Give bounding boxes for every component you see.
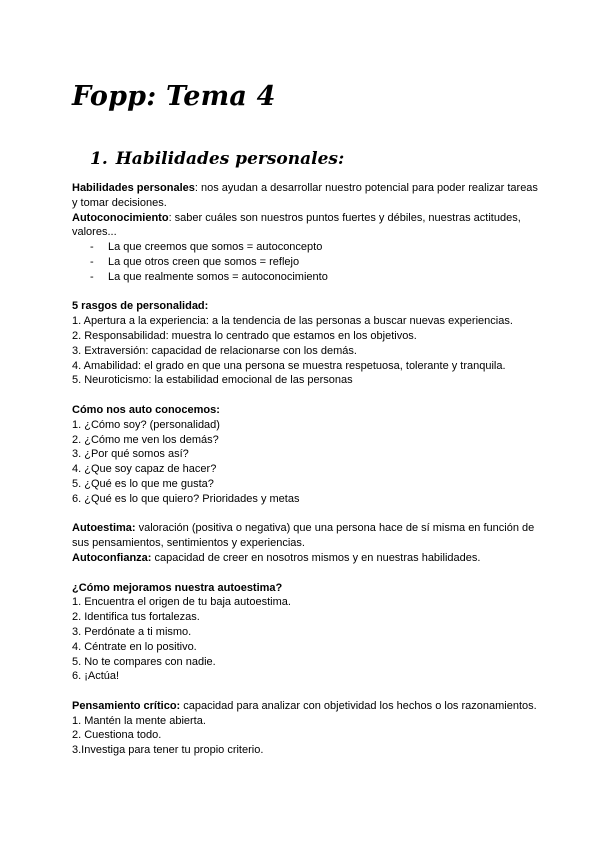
list-item: 1. Apertura a la experiencia: a la tendencia de las personas a buscar nuevas experiencias. <box>72 315 513 328</box>
list-item: 3.Investiga para tener tu propio criterio. <box>72 744 264 757</box>
autoestima-term: Autoestima: <box>72 522 136 535</box>
autoconocimiento-definition: : saber cuáles son nuestros puntos fuertes y débiles, nuestras actitudes, valores... <box>72 211 521 239</box>
list-item: 2. Cuestiona todo. <box>72 729 162 742</box>
pensamiento-term: Pensamiento crítico: <box>72 699 181 712</box>
list-item: 3. Extraversión: capacidad de relacionarse con los demás. <box>72 344 357 357</box>
list-item: 3. Perdónate a ti mismo. <box>72 625 192 638</box>
autoestima-definition: valoración (positiva o negativa) que una persona hace de sí misma en función de sus pensamientos, sentimientos y experiencias. <box>72 522 535 550</box>
list-item: 5. No te compares con nadie. <box>72 655 216 668</box>
list-item: 5. Neuroticismo: la estabilidad emocional de las personas <box>72 374 353 387</box>
pensamiento-paragraph <box>72 699 542 714</box>
list-item: - La que realmente somos = autoconocimiento <box>90 270 328 283</box>
autoconfianza-paragraph <box>72 551 542 566</box>
list-item: 1. Mantén la mente abierta. <box>72 714 206 727</box>
autoestima-paragraph <box>72 521 542 551</box>
list-item: - La que creemos que somos = autoconcepto <box>90 241 323 254</box>
document-body <box>72 181 542 758</box>
autoconfianza-term: Autoconfianza: <box>72 551 152 564</box>
habilidades-term: Habilidades personales <box>72 182 195 194</box>
list-item: 6. ¿Qué es lo que quiero? Prioridades y metas <box>72 492 300 505</box>
list-item: 1. Encuentra el origen de tu baja autoestima. <box>72 596 291 609</box>
autoconocimiento-paragraph <box>72 211 542 241</box>
habilidades-paragraph <box>72 181 542 211</box>
pensamiento-definition: capacidad para analizar con objetividad los hechos o los razonamientos. <box>180 699 537 712</box>
list-item: 5. ¿Qué es lo que me gusta? <box>72 477 214 490</box>
list-item: 3. ¿Por qué somos así? <box>72 448 189 461</box>
list-item: - La que otros creen que somos = reflejo <box>90 255 300 268</box>
habilidades-definition: : nos ayudan a desarrollar nuestro potencial para poder realizar tareas y tomar decisiones. <box>72 182 538 209</box>
list-item: 6. ¡Actúa! <box>72 670 120 683</box>
autoconocimiento-term: Autoconocimiento <box>72 211 169 224</box>
autoconfianza-definition: capacidad de creer en nosotros mismos y en nuestras habilidades. <box>151 551 481 564</box>
list-item: 4. Amabilidad: el grado en que una persona se muestra respetuosa, tolerante y tranquila. <box>72 359 506 372</box>
conocemos-heading: Cómo nos auto conocemos: <box>72 403 220 416</box>
list-item: 4. Céntrate en lo positivo. <box>72 640 197 653</box>
list-item: 2. Identifica tus fortalezas. <box>72 611 200 624</box>
autoconocimiento-list <box>72 240 542 284</box>
page-title: Fopp: Tema 4 <box>72 81 276 112</box>
rasgos-heading: 5 rasgos de personalidad: <box>72 300 209 313</box>
section-number: 1. <box>90 149 108 169</box>
list-item: 2. ¿Cómo me ven los demás? <box>72 433 219 446</box>
list-item: 1. ¿Cómo soy? (personalidad) <box>72 418 220 431</box>
mejoramos-heading: ¿Cómo mejoramos nuestra autoestima? <box>72 581 283 594</box>
list-item: 4. ¿Que soy capaz de hacer? <box>72 463 217 476</box>
list-item: 2. Responsabilidad: muestra lo centrado que estamos en los objetivos. <box>72 329 417 342</box>
section-title: Habilidades personales: <box>115 149 345 169</box>
section-heading <box>90 148 344 170</box>
